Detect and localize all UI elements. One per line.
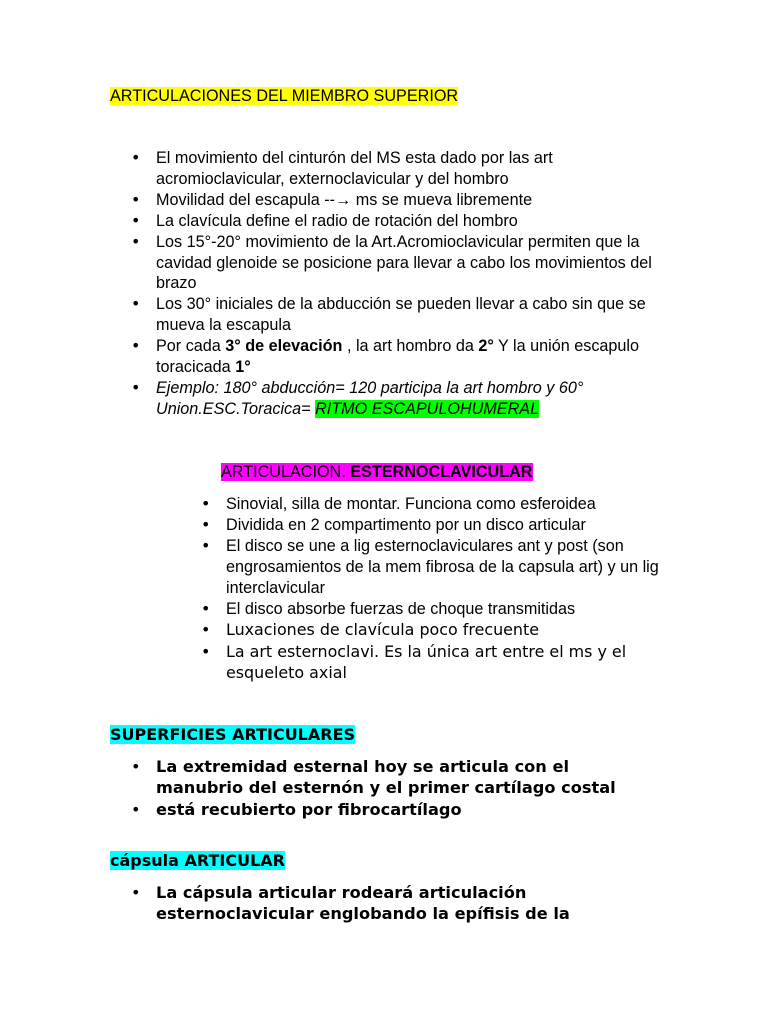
bullet-list-movimiento: [156, 148, 676, 420]
item-text: , la art hombro da: [342, 337, 479, 356]
list-item: • La art esternoclavi. Es la única art entre el ms y el esqueleto axial: [226, 641, 666, 684]
section-title-esternoclavicular: [221, 463, 533, 482]
item-bold-text: 1°: [235, 358, 251, 377]
item-bold-text: 3° de elevación: [225, 337, 343, 356]
list-item: • La cápsula articular rodeará articulación esternoclavicular englobando la epífisis de la: [156, 882, 636, 925]
title-highlight: cápsula ARTICULAR: [110, 851, 285, 870]
list-item: • Sinovial, silla de montar. Funciona como esferoidea: [226, 494, 666, 515]
list-item: • está recubierto por fibrocartílago: [156, 799, 636, 820]
title-bold: ESTERNOCLAVICULAR: [350, 463, 533, 481]
list-item-example: [156, 378, 676, 420]
title-prefix: ARTICULACION.: [221, 463, 351, 481]
section-title-superficies: [110, 725, 355, 745]
title-highlight: ARTICULACIONES DEL MIEMBRO SUPERIOR: [110, 87, 459, 105]
item-text: Por cada: [156, 337, 226, 356]
item-bold-text: 2°: [478, 337, 494, 356]
bullet-list-superficies: [156, 756, 636, 820]
list-item: • Luxaciones de clavícula poco frecuente: [226, 619, 666, 641]
ritmo-highlight: RITMO ESCAPULOHUMERAL: [315, 399, 540, 418]
section-title-articulaciones: [110, 87, 458, 106]
list-item: • La clavícula define el radio de rotación del hombro: [156, 211, 676, 232]
item-text: Ejemplo: 180° abducción= 120 participa la art hombro y 60° Union.ESC.Toracica=: [156, 378, 584, 418]
title-highlight: [221, 463, 533, 481]
section-title-capsula: [110, 851, 285, 871]
title-highlight: SUPERFICIES ARTICULARES: [110, 725, 356, 744]
list-item-ritmo: [156, 336, 676, 378]
bullet-list-capsula: [156, 882, 636, 925]
list-item: • Dividida en 2 compartimento por un disco articular: [226, 515, 666, 536]
list-item: • Movilidad del escapula --→ ms se mueva libremente: [156, 190, 676, 211]
bullet-list-esternoclavicular: [226, 494, 666, 684]
list-item: • Los 15°-20° movimiento de la Art.Acromioclavicular permiten que la cavidad glenoide se posicione para llevar a cabo los movimientos del brazo: [156, 232, 676, 295]
item-text: Y la unión escapulo toracicada: [156, 337, 640, 377]
list-item: • El movimiento del cinturón del MS esta dado por las art acromioclavicular, externoclavicular y del hombro: [156, 148, 676, 190]
list-item: • Los 30° iniciales de la abducción se pueden llevar a cabo sin que se mueva la escapula: [156, 294, 676, 336]
list-item: • El disco se une a lig esternoclaviculares ant y post (son engrosamientos de la mem fibrosa de la capsula art) y un lig interclavicular: [226, 536, 666, 599]
list-item: • La extremidad esternal hoy se articula con el manubrio del esternón y el primer cartílago costal: [156, 756, 636, 799]
list-item: • El disco absorbe fuerzas de choque transmitidas: [226, 599, 666, 620]
